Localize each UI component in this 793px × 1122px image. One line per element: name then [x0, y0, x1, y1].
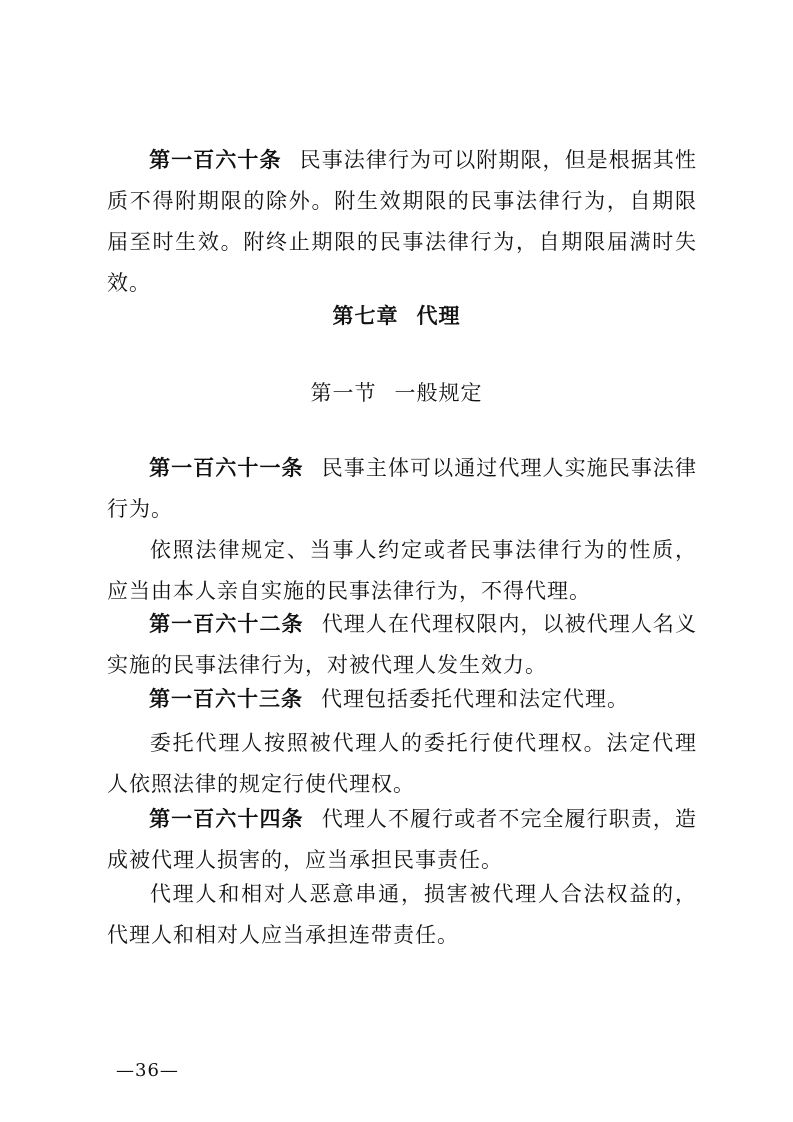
section-heading [0, 377, 793, 407]
section-number: 第一节 [310, 381, 377, 405]
article-163-paragraph-2 [107, 723, 697, 805]
chapter-title: 代理 [416, 304, 461, 328]
article-text: 代理包括委托代理和法定代理。 [321, 687, 629, 711]
article-text: 代理人在代理权限内，以被代理人名义实施的民事法律行为，对被代理人发生效力。 [107, 612, 697, 677]
article-title: 第一百六十三条 [149, 687, 303, 711]
article-title: 第一百六十二条 [149, 612, 304, 636]
page-number: —36— [116, 1060, 179, 1081]
article-164-paragraph-2 [107, 874, 697, 956]
article-160 [107, 140, 697, 304]
article-162 [107, 604, 697, 686]
article-text: 民事法律行为可以附期限，但是根据其性质不得附期限的除外。附生效期限的民事法律行为，自期限届至时生效。附终止期限的民事法律行为，自期限届满时失效。 [107, 148, 698, 295]
article-163 [107, 679, 697, 720]
article-title: 第一百六十条 [149, 148, 282, 172]
section-title: 一般规定 [394, 381, 483, 405]
article-text: 民事主体可以通过代理人实施民事法律行为。 [107, 456, 697, 521]
paragraph-text: 委托代理人按照被代理人的委托行使代理权。法定代理人依照法律的规定行使代理权。 [107, 731, 697, 796]
paragraph-text: 依照法律规定、当事人约定或者民事法律行为的性质，应当由本人亲自实施的民事法律行为，不得代理。 [107, 538, 697, 603]
article-text: 代理人不履行或者不完全履行职责，造成被代理人损害的，应当承担民事责任。 [107, 807, 697, 872]
chapter-heading [0, 300, 793, 330]
article-title: 第一百六十一条 [149, 456, 304, 480]
article-title: 第一百六十四条 [149, 807, 304, 831]
article-164 [107, 799, 697, 881]
article-161 [107, 448, 697, 530]
paragraph-text: 代理人和相对人恶意串通，损害被代理人合法权益的，代理人和相对人应当承担连带责任。 [107, 882, 697, 947]
chapter-number: 第七章 [332, 304, 399, 328]
article-161-paragraph-2 [107, 530, 697, 612]
